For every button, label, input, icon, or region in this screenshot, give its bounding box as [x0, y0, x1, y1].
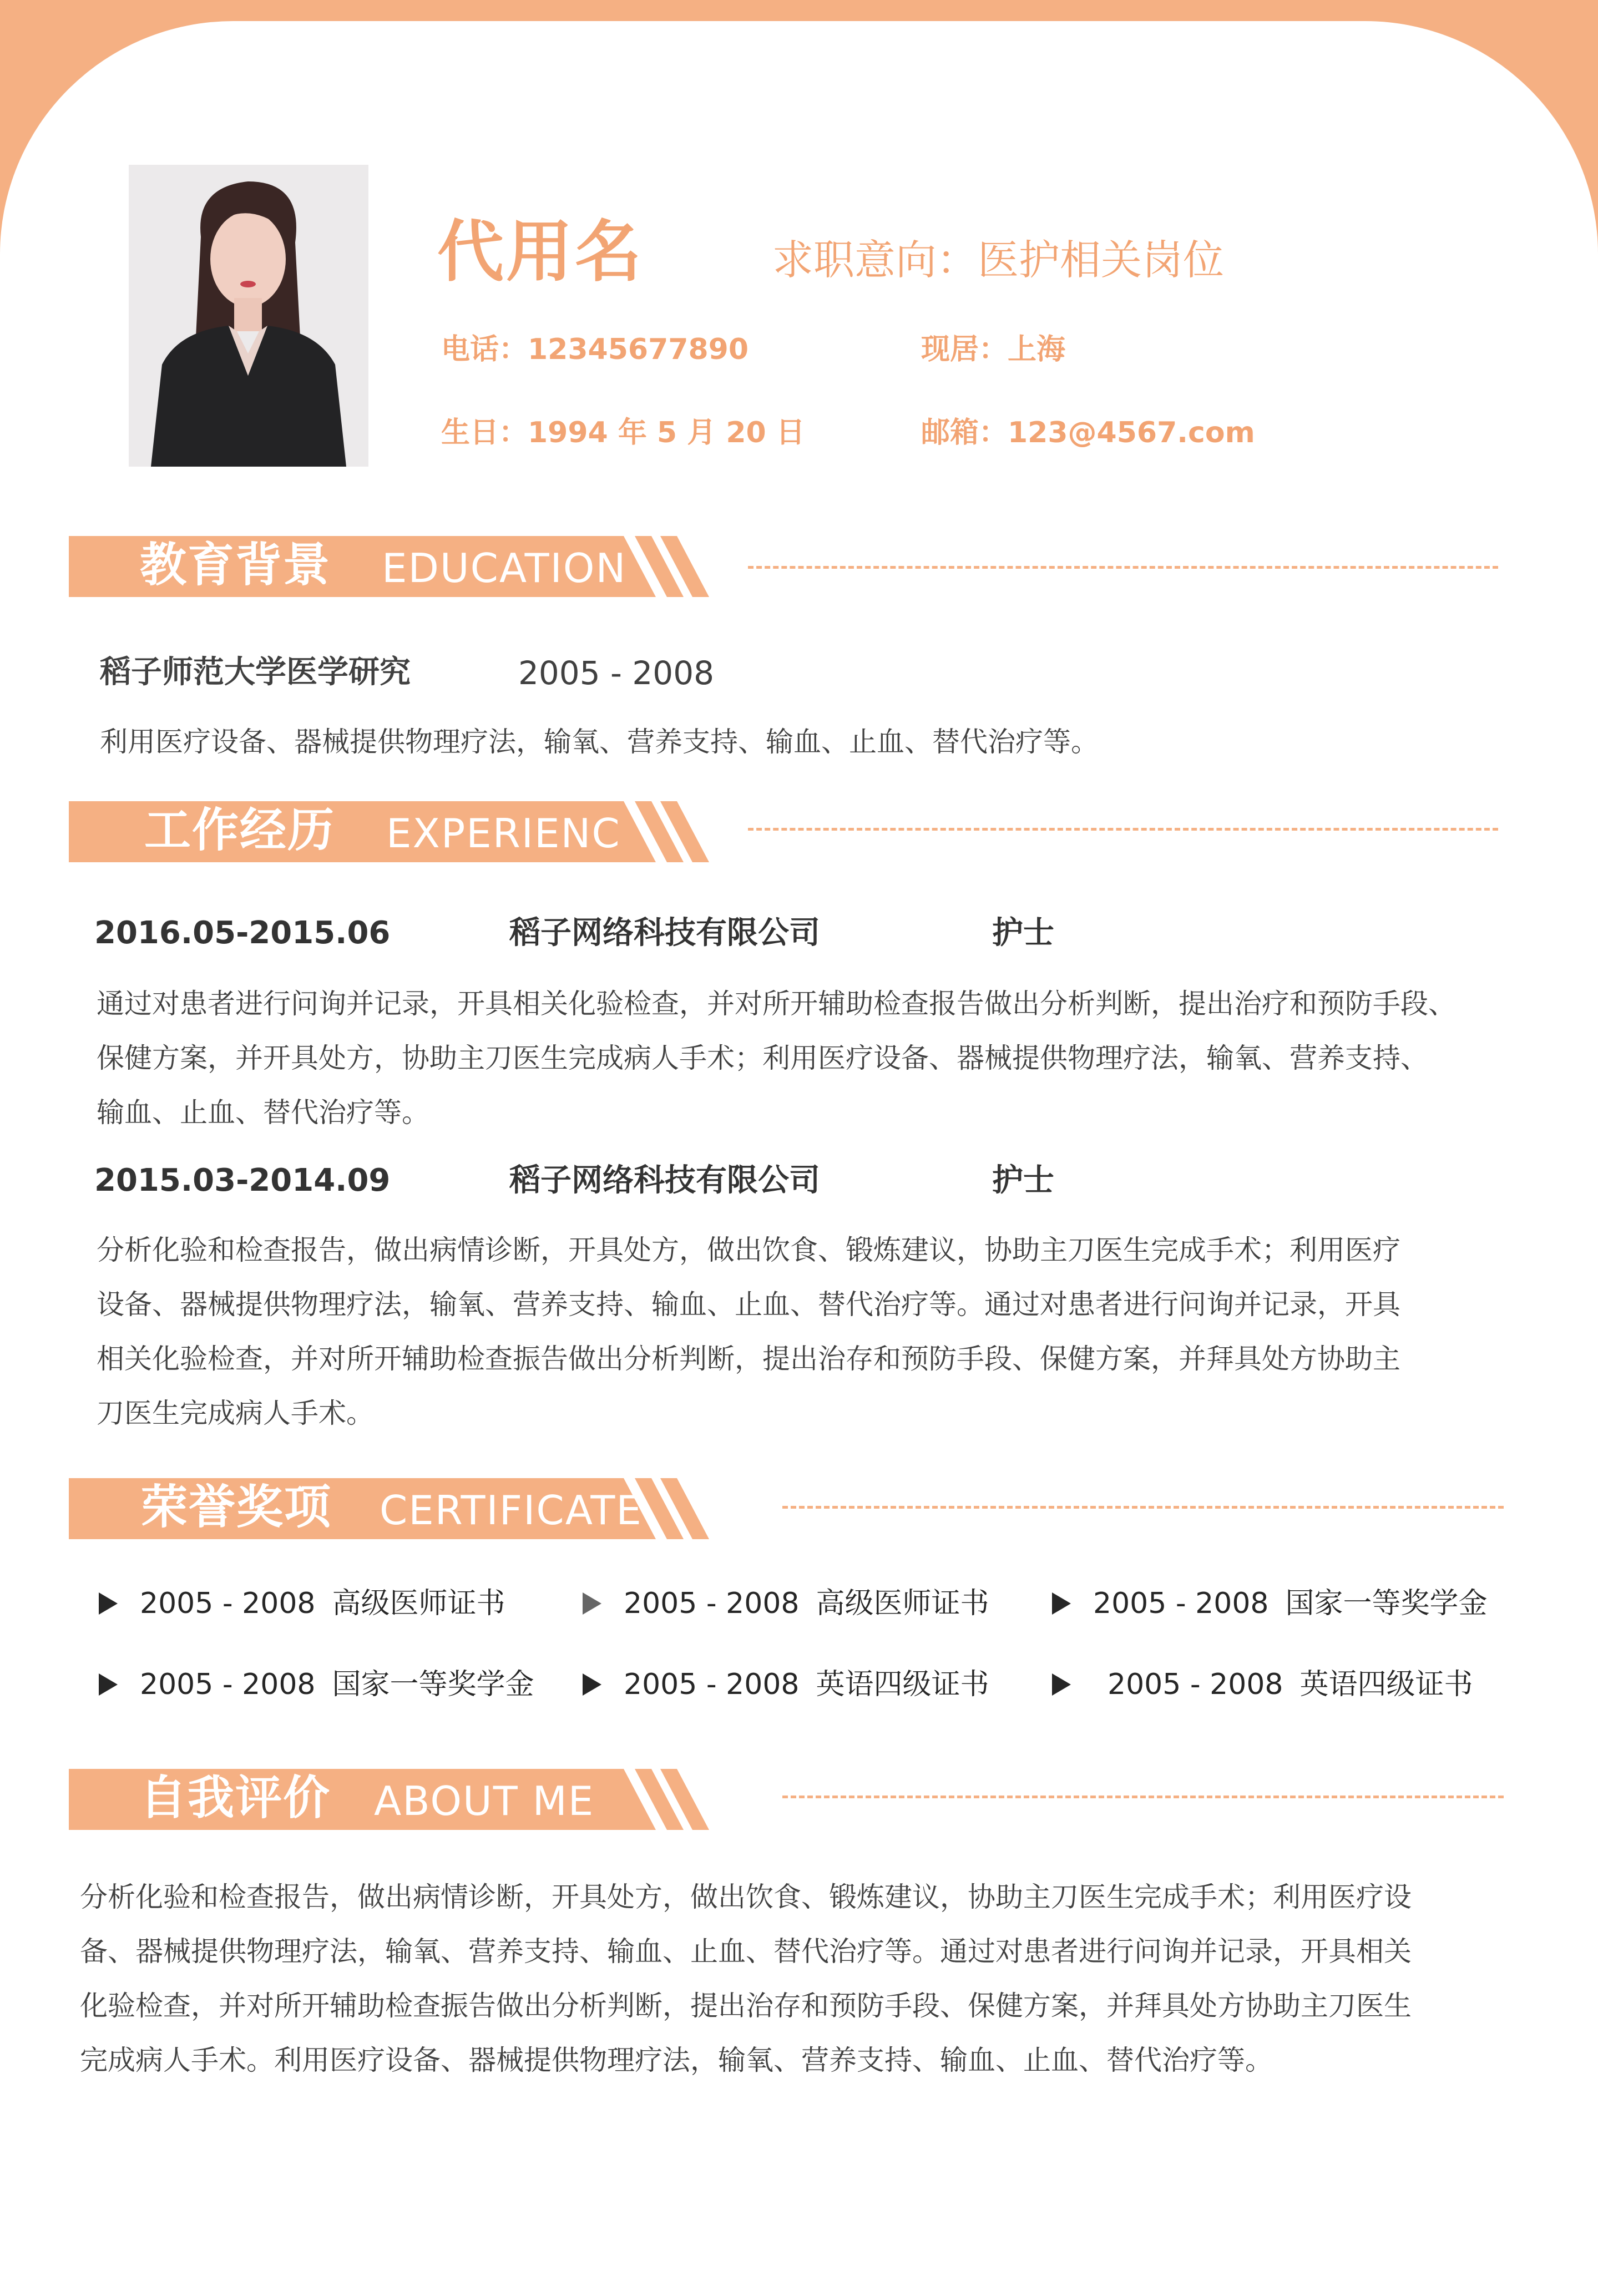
job-desc — [97, 977, 1456, 1140]
section-divider — [748, 566, 1498, 569]
honor-item: 2005 - 2008 国家一等奖学金 — [99, 1670, 534, 1699]
job-role: 护士 — [992, 1162, 1054, 1198]
job-desc-line: 通过对患者进行问询并记录，开具相关化验检查，并对所开辅助检查报告做出分析判断，提出治疗和预防手段、 — [97, 988, 1456, 1020]
about-line: 完成病人手术。利用医疗设备、器械提供物理疗法，输氧、营养支持、输血、止血、替代治疗等。 — [80, 2044, 1273, 2076]
section-header-honors — [69, 1476, 724, 1541]
honor-item: 2005 - 2008 国家一等奖学金 — [1052, 1589, 1488, 1618]
edu-desc: 利用医疗设备、器械提供物理疗法，输氧、营养支持、输血、止血、替代治疗等。 — [100, 726, 1099, 758]
candidate-name: 代用名 — [437, 214, 644, 291]
phone-info: 电话：12345677890 — [441, 333, 749, 366]
section-title-cn: 工作经历 — [144, 803, 336, 857]
honor-item: 2005 - 2008 高级医师证书 — [99, 1589, 505, 1618]
triangle-bullet-icon — [583, 1673, 601, 1696]
about-text — [80, 1870, 1412, 2087]
about-line: 化验检查，并对所开辅助检查振告做出分析判断，提出治存和预防手段、保健方案，并拜具处方协助主刀医生 — [80, 1990, 1412, 2022]
section-header-experience — [69, 799, 724, 864]
section-divider — [748, 828, 1498, 831]
job-desc — [97, 1223, 1400, 1440]
job-company: 稻子网络科技有限公司 — [509, 1162, 820, 1198]
honor-item: 2005 - 2008 英语四级证书 — [583, 1670, 989, 1699]
section-title-cn: 教育背景 — [140, 538, 331, 592]
job-desc-line: 输血、止血、替代治疗等。 — [97, 1096, 429, 1129]
section-header-about — [69, 1767, 724, 1832]
section-divider — [782, 1506, 1504, 1509]
profile-photo — [129, 165, 368, 467]
triangle-bullet-icon — [99, 1592, 118, 1615]
triangle-bullet-icon — [99, 1673, 118, 1696]
job-period: 2015.03-2014.09 — [94, 1162, 391, 1198]
honor-item: 2005 - 2008 高级医师证书 — [583, 1589, 989, 1618]
job-desc-line: 设备、器械提供物理疗法，输氧、营养支持、输血、止血、替代治疗等。通过对患者进行问询并记录，开具 — [97, 1288, 1400, 1321]
section-title-en: EDUCATION — [382, 545, 627, 591]
job-company: 稻子网络科技有限公司 — [509, 915, 820, 951]
birthday-info: 生日：1994 年 5 月 20 日 — [441, 416, 805, 449]
job-role: 护士 — [992, 915, 1054, 951]
job-desc-line: 分析化验和检查报告，做出病情诊断，开具处方，做出饮食、锻炼建议，协助主刀医生完成手术；利用医疗 — [97, 1234, 1400, 1266]
email-info: 邮箱：123@4567.com — [921, 416, 1255, 449]
job-desc-line: 相关化验检查，并对所开辅助检查振告做出分析判断，提出治存和预防手段、保健方案，并拜具处方协助主 — [97, 1343, 1400, 1375]
job-desc-line: 刀医生完成病人手术。 — [97, 1397, 374, 1429]
section-title-cn: 荣誉奖项 — [141, 1480, 332, 1534]
edu-period: 2005 - 2008 — [518, 654, 715, 692]
job-intent: 求职意向：医护相关岗位 — [772, 236, 1224, 284]
job-period: 2016.05-2015.06 — [94, 915, 391, 951]
job-desc-line: 保健方案，并开具处方，协助主刀医生完成病人手术；利用医疗设备、器械提供物理疗法，输氧、营养支持、 — [97, 1042, 1428, 1074]
section-header-education — [69, 534, 724, 599]
location-info: 现居：上海 — [921, 333, 1066, 366]
triangle-bullet-icon — [1052, 1673, 1071, 1696]
about-line: 备、器械提供物理疗法，输氧、营养支持、输血、止血、替代治疗等。通过对患者进行问询并记录，开具相关 — [80, 1935, 1412, 1968]
section-title-en: CERTIFICATE — [380, 1487, 643, 1534]
section-divider — [782, 1796, 1504, 1798]
honor-item: 2005 - 2008 英语四级证书 — [1052, 1670, 1473, 1699]
person-portrait-icon — [129, 165, 368, 467]
about-line: 分析化验和检查报告，做出病情诊断，开具处方，做出饮食、锻炼建议，协助主刀医生完成手术；利用医疗设 — [80, 1881, 1412, 1913]
triangle-bullet-icon — [1052, 1592, 1071, 1615]
section-title-en: ABOUT ME — [374, 1778, 595, 1824]
section-title-cn: 自我评价 — [140, 1771, 331, 1825]
edu-school: 稻子师范大学医学研究 — [100, 654, 411, 690]
triangle-bullet-icon — [583, 1592, 601, 1615]
section-title-en: EXPERIENC — [386, 810, 621, 857]
